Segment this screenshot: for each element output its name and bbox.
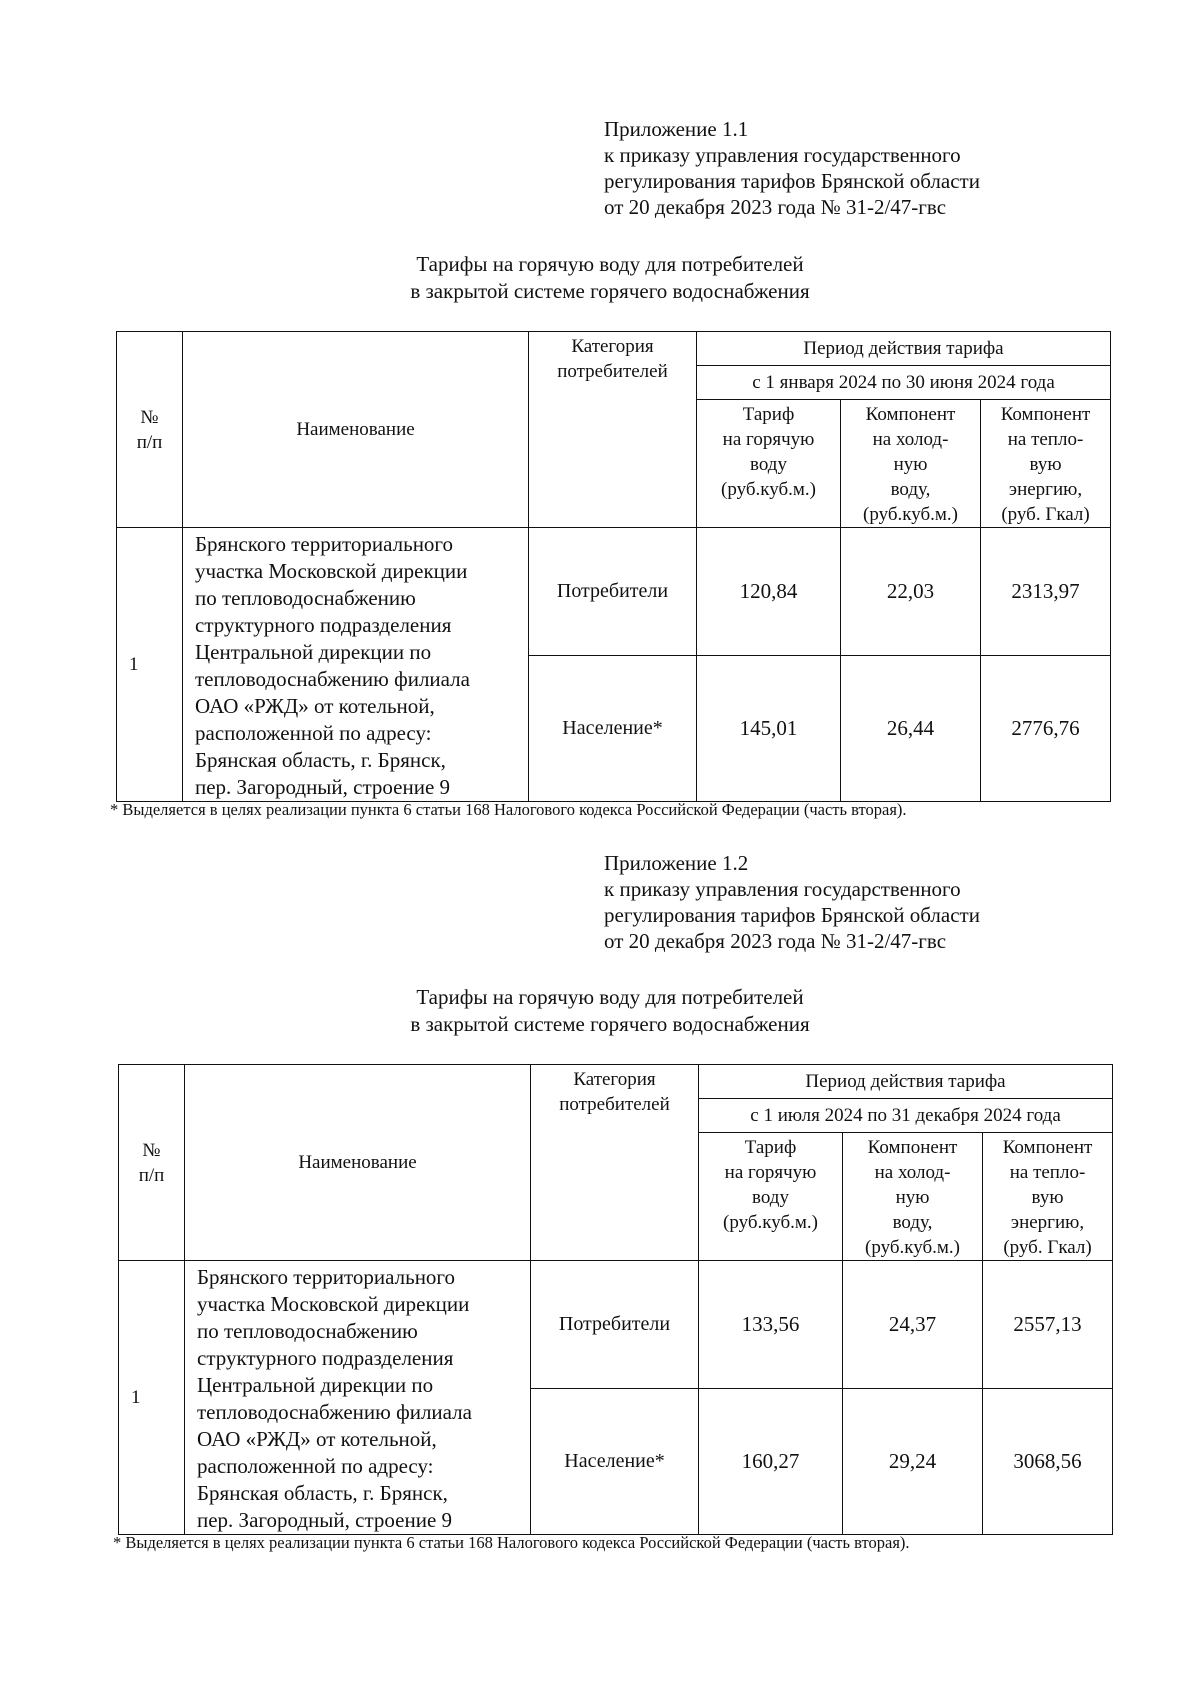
header-cold-line: на холод- bbox=[872, 429, 949, 450]
header-name: Наименование bbox=[185, 1065, 531, 1261]
header-period-label: Период действия тарифа bbox=[697, 332, 1111, 366]
name-line: тепловодоснабжению филиала bbox=[197, 1400, 472, 1424]
header-tariff-line: (руб.куб.м.) bbox=[721, 479, 816, 500]
appendix-1-1-header bbox=[604, 116, 980, 220]
header-heat-line: Компонент bbox=[1000, 404, 1091, 425]
cold-component-value: 24,37 bbox=[843, 1261, 983, 1389]
appendix-title: Приложение 1.1 bbox=[604, 117, 749, 141]
header-tariff-line: Тариф bbox=[742, 404, 795, 425]
footnote-2: * Выделяется в целях реализации пункта 6 статьи 168 Налогового кодекса Российской Федерации (часть вторая). bbox=[113, 1533, 910, 1552]
name-line: пер. Загородный, строение 9 bbox=[197, 1508, 453, 1532]
header-heat-line: Компонент bbox=[1002, 1137, 1093, 1158]
heading-line: в закрытой системе горячего водоснабжения bbox=[410, 279, 810, 303]
header-heat-line: (руб. Гкал) bbox=[1003, 1237, 1092, 1258]
tariff-value: 133,56 bbox=[699, 1261, 843, 1389]
appendix-order-line: регулирования тарифов Брянской области bbox=[604, 169, 980, 193]
cold-component-value: 29,24 bbox=[843, 1389, 983, 1535]
organization-name bbox=[185, 1261, 531, 1535]
header-heat-line: (руб. Гкал) bbox=[1001, 504, 1090, 525]
header-cold-component bbox=[843, 1133, 983, 1261]
appendix-order-date: от 20 декабря 2023 года № 31-2/47-гвс bbox=[604, 929, 947, 953]
tariff-value: 160,27 bbox=[699, 1389, 843, 1535]
heading-line: Тарифы на горячую воду для потребителей bbox=[416, 252, 804, 276]
header-tariff bbox=[699, 1133, 843, 1261]
footnote-1: * Выделяется в целях реализации пункта 6 статьи 168 Налогового кодекса Российской Федерации (часть вторая). bbox=[110, 800, 907, 819]
appendix-order-line: к приказу управления государственного bbox=[604, 877, 961, 901]
header-tariff-line: воду bbox=[750, 454, 787, 475]
header-heat-line: энергию, bbox=[1010, 1212, 1085, 1233]
header-tariff-line: на горячую bbox=[724, 1162, 817, 1183]
category-cell: Потребители bbox=[531, 1261, 699, 1389]
name-line: расположенной по адресу: bbox=[197, 1454, 434, 1478]
header-period-range: с 1 июля 2024 по 31 декабря 2024 года bbox=[699, 1099, 1113, 1133]
appendix-order-line: регулирования тарифов Брянской области bbox=[604, 903, 980, 927]
header-cold-component bbox=[841, 400, 981, 528]
header-category-line: Категория bbox=[573, 1069, 656, 1090]
tariff-heading-2 bbox=[0, 984, 1200, 1038]
header-num-line: № bbox=[142, 1139, 161, 1161]
cold-component-value: 26,44 bbox=[841, 656, 981, 802]
heading-line: в закрытой системе горячего водоснабжения bbox=[410, 1012, 810, 1036]
header-name: Наименование bbox=[183, 332, 529, 528]
name-line: ОАО «РЖД» от котельной, bbox=[195, 694, 435, 718]
name-line: Брянская область, г. Брянск, bbox=[197, 1481, 448, 1505]
header-category-line: потребителей bbox=[557, 361, 668, 382]
header-num-line: п/п bbox=[138, 1164, 165, 1186]
header-period-range: с 1 января 2024 по 30 июня 2024 года bbox=[697, 366, 1111, 400]
header-cold-line: на холод- bbox=[874, 1162, 951, 1183]
appendix-order-line: к приказу управления государственного bbox=[604, 143, 961, 167]
header-heat-line: вую bbox=[1029, 454, 1062, 475]
header-category bbox=[531, 1065, 699, 1261]
header-num-line: п/п bbox=[136, 431, 163, 453]
header-cold-line: Компонент bbox=[867, 1137, 958, 1158]
tariff-table-2 bbox=[118, 1064, 1113, 1535]
header-cold-line: ную bbox=[895, 1187, 930, 1208]
header-cold-line: воду, bbox=[890, 479, 931, 500]
header-heat-line: на тепло- bbox=[1009, 1162, 1086, 1183]
header-cold-line: (руб.куб.м.) bbox=[863, 504, 958, 525]
header-heat-component bbox=[983, 1133, 1113, 1261]
header-tariff-line: на горячую bbox=[722, 429, 815, 450]
header-tariff-line: (руб.куб.м.) bbox=[723, 1212, 818, 1233]
header-cold-line: ную bbox=[893, 454, 928, 475]
row-number: 1 bbox=[117, 528, 183, 802]
category-cell: Потребители bbox=[529, 528, 697, 656]
heat-component-value: 3068,56 bbox=[983, 1389, 1113, 1535]
category-cell: Население* bbox=[529, 656, 697, 802]
name-line: пер. Загородный, строение 9 bbox=[195, 775, 451, 799]
appendix-title: Приложение 1.2 bbox=[604, 851, 749, 875]
header-category-line: Категория bbox=[571, 336, 654, 357]
heat-component-value: 2557,13 bbox=[983, 1261, 1113, 1389]
name-line: структурного подразделения bbox=[195, 613, 452, 637]
header-tariff-line: воду bbox=[752, 1187, 789, 1208]
heat-component-value: 2313,97 bbox=[981, 528, 1111, 656]
name-line: участка Московской дирекции bbox=[197, 1292, 470, 1316]
header-category-line: потребителей bbox=[559, 1094, 670, 1115]
header-heat-component bbox=[981, 400, 1111, 528]
name-line: по тепловодоснабжению bbox=[197, 1319, 418, 1343]
name-line: расположенной по адресу: bbox=[195, 721, 432, 745]
category-cell: Население* bbox=[531, 1389, 699, 1535]
name-line: по тепловодоснабжению bbox=[195, 586, 416, 610]
header-heat-line: на тепло- bbox=[1007, 429, 1084, 450]
header-tariff bbox=[697, 400, 841, 528]
name-line: Брянская область, г. Брянск, bbox=[195, 748, 446, 772]
tariff-heading-1 bbox=[0, 251, 1200, 305]
name-line: Брянского территориального bbox=[195, 532, 454, 556]
tariff-table-1 bbox=[116, 331, 1111, 802]
header-cold-line: (руб.куб.м.) bbox=[865, 1237, 960, 1258]
header-period-label: Период действия тарифа bbox=[699, 1065, 1113, 1099]
name-line: структурного подразделения bbox=[197, 1346, 454, 1370]
name-line: Центральной дирекции по bbox=[197, 1373, 434, 1397]
header-heat-line: энергию, bbox=[1008, 479, 1083, 500]
name-line: участка Московской дирекции bbox=[195, 559, 468, 583]
row-number: 1 bbox=[119, 1261, 185, 1535]
header-num-line: № bbox=[140, 406, 159, 428]
header-cold-line: Компонент bbox=[865, 404, 956, 425]
tariff-value: 120,84 bbox=[697, 528, 841, 656]
table-row bbox=[119, 1261, 1113, 1389]
appendix-1-2-header bbox=[604, 850, 980, 954]
organization-name bbox=[183, 528, 529, 802]
name-line: тепловодоснабжению филиала bbox=[195, 667, 470, 691]
header-num bbox=[117, 332, 183, 528]
heading-line: Тарифы на горячую воду для потребителей bbox=[416, 985, 804, 1009]
header-cold-line: воду, bbox=[892, 1212, 933, 1233]
heat-component-value: 2776,76 bbox=[981, 656, 1111, 802]
appendix-order-date: от 20 декабря 2023 года № 31-2/47-гвс bbox=[604, 195, 947, 219]
cold-component-value: 22,03 bbox=[841, 528, 981, 656]
name-line: ОАО «РЖД» от котельной, bbox=[197, 1427, 437, 1451]
header-tariff-line: Тариф bbox=[744, 1137, 797, 1158]
header-category bbox=[529, 332, 697, 528]
header-heat-line: вую bbox=[1031, 1187, 1064, 1208]
table-row bbox=[117, 528, 1111, 656]
name-line: Центральной дирекции по bbox=[195, 640, 432, 664]
tariff-value: 145,01 bbox=[697, 656, 841, 802]
name-line: Брянского территориального bbox=[197, 1265, 456, 1289]
header-num bbox=[119, 1065, 185, 1261]
